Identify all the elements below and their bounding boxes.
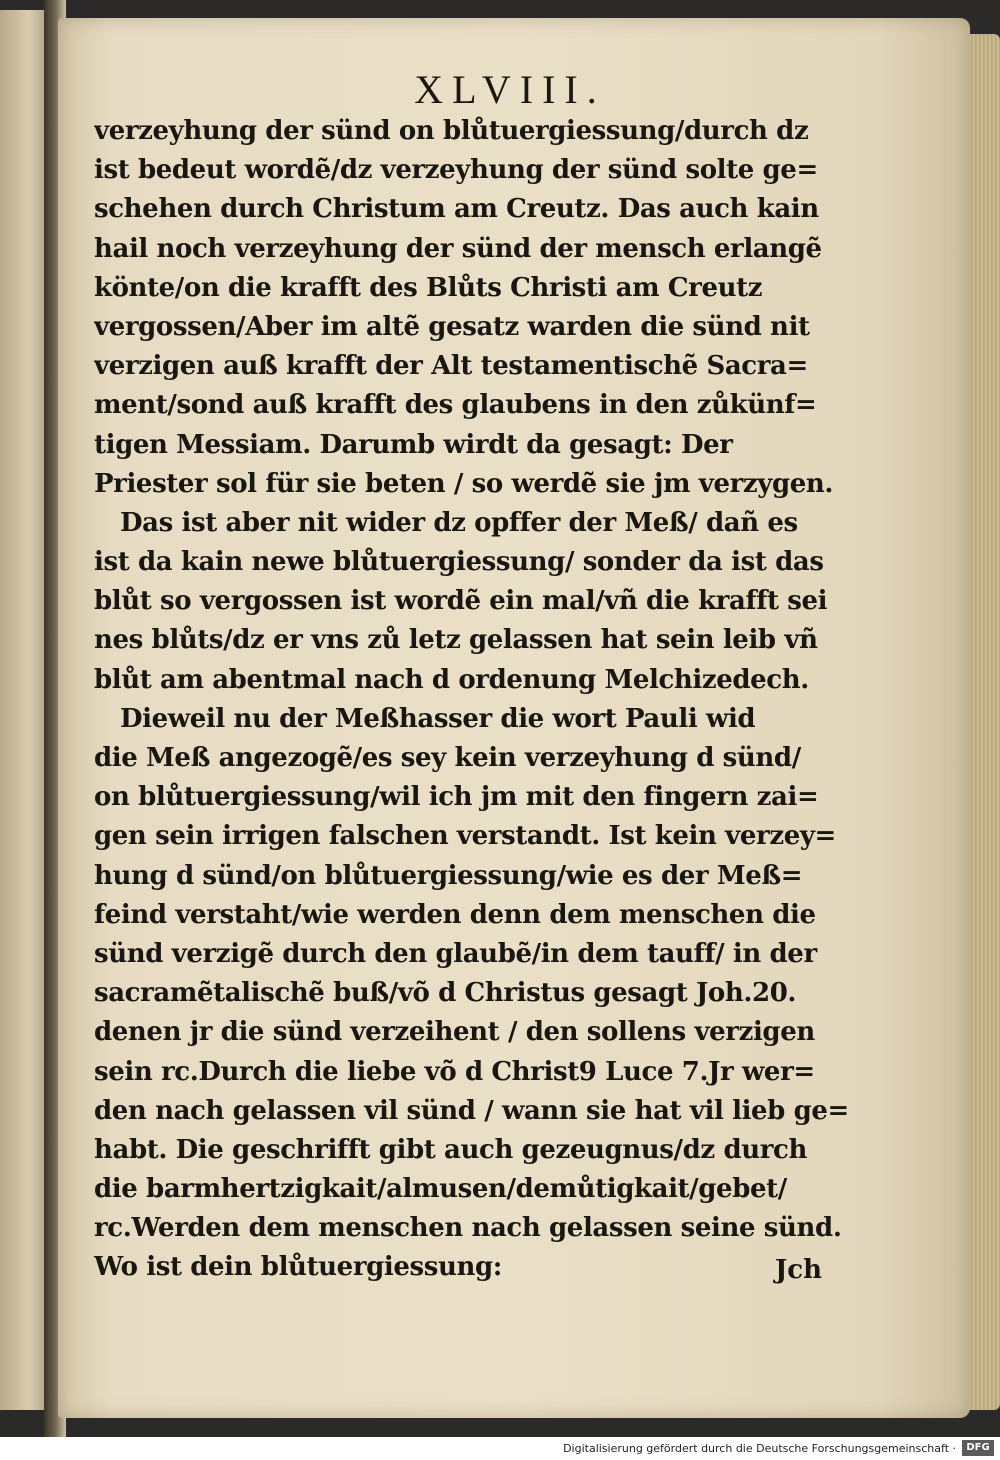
text-line: hail noch verzeyhung der sünd der mensch erlangẽ bbox=[94, 233, 822, 264]
text-line: Dieweil nu der Meßhasser die wort Pauli wid bbox=[120, 703, 756, 734]
text-line: nes blůts/dz er vns zů letz gelassen hat sein leib vñ bbox=[94, 625, 818, 656]
text-line: hung d sünd/on blůtuergiessung/wie es der Meß= bbox=[94, 860, 803, 891]
footer-credit: Digitalisierung gefördert durch die Deutsche Forschungsgemeinschaft · bbox=[563, 1442, 956, 1455]
text-line: vergossen/Aber im altẽ gesatz warden die sünd nit bbox=[94, 311, 810, 342]
text-line: Priester sol für sie beten / so werdẽ sie jm verzygen. bbox=[94, 468, 834, 499]
text-line: sein rc.Durch die liebe võ d Christ9 Luce 7.Jr wer= bbox=[94, 1056, 815, 1087]
text-line: die barmhertzigkait/almusen/demůtigkait/gebet/ bbox=[94, 1174, 787, 1205]
text-line: tigen Messiam. Darumb wirdt da gesagt: Der bbox=[94, 429, 733, 460]
text-line: den nach gelassen vil sünd / wann sie hat vil lieb ge= bbox=[94, 1095, 849, 1126]
text-line: ment/sond auß krafft des glaubens in den zůkünf= bbox=[94, 390, 817, 421]
text-line: Wo ist dein blůtuergiessung: bbox=[94, 1252, 502, 1283]
text-line: verzeyhung der sünd on blůtuergiessung/durch dz bbox=[94, 116, 809, 146]
page-text-block bbox=[94, 112, 854, 1292]
text-line: habt. Die geschrifft gibt auch gezeugnus/dz durch bbox=[94, 1134, 807, 1165]
text-line: rc.Werden dem menschen nach gelassen seine sünd. bbox=[94, 1213, 842, 1244]
text-line: Das ist aber nit wider dz opffer der Meß/ dañ es bbox=[120, 507, 798, 538]
text-line: ist bedeut wordẽ/dz verzeyhung der sünd solte ge= bbox=[94, 155, 818, 186]
text-line: denen jr die sünd verzeihent / den sollens verzigen bbox=[94, 1017, 815, 1048]
text-line: sacramẽtalischẽ buß/võ d Christus gesagt Joh.20. bbox=[94, 978, 797, 1009]
text-line: sünd verzigẽ durch den glaubẽ/in dem tauff/ in der bbox=[94, 938, 817, 969]
catchword: Jch bbox=[775, 1255, 823, 1285]
text-line: ist da kain newe blůtuergiessung/ sonder da ist das bbox=[94, 547, 824, 578]
text-line: könte/on die krafft des Blůts Christi am Creutz bbox=[94, 272, 763, 303]
text-line: schehen durch Christum am Creutz. Das auch kain bbox=[94, 194, 819, 225]
text-line: on blůtuergiessung/wil ich jm mit den fingern zai= bbox=[94, 782, 819, 813]
dfg-logo: DFG bbox=[962, 1440, 994, 1456]
text-line: blůt am abentmal nach d ordenung Melchizedech. bbox=[94, 664, 809, 695]
text-line: gen sein irrigen falschen verstandt. Ist kein verzey= bbox=[94, 821, 836, 852]
page-folio-number: XLVIII. bbox=[414, 67, 606, 112]
text-line: verzigen auß krafft der Alt testamentischẽ Sacra= bbox=[94, 351, 808, 382]
text-line: blůt so vergossen ist wordẽ ein mal/vñ die krafft sei bbox=[94, 586, 828, 617]
text-line: feind verstaht/wie werden denn dem menschen die bbox=[94, 899, 816, 930]
text-line: die Meß angezogẽ/es sey kein verzeyhung d sünd/ bbox=[94, 743, 801, 773]
